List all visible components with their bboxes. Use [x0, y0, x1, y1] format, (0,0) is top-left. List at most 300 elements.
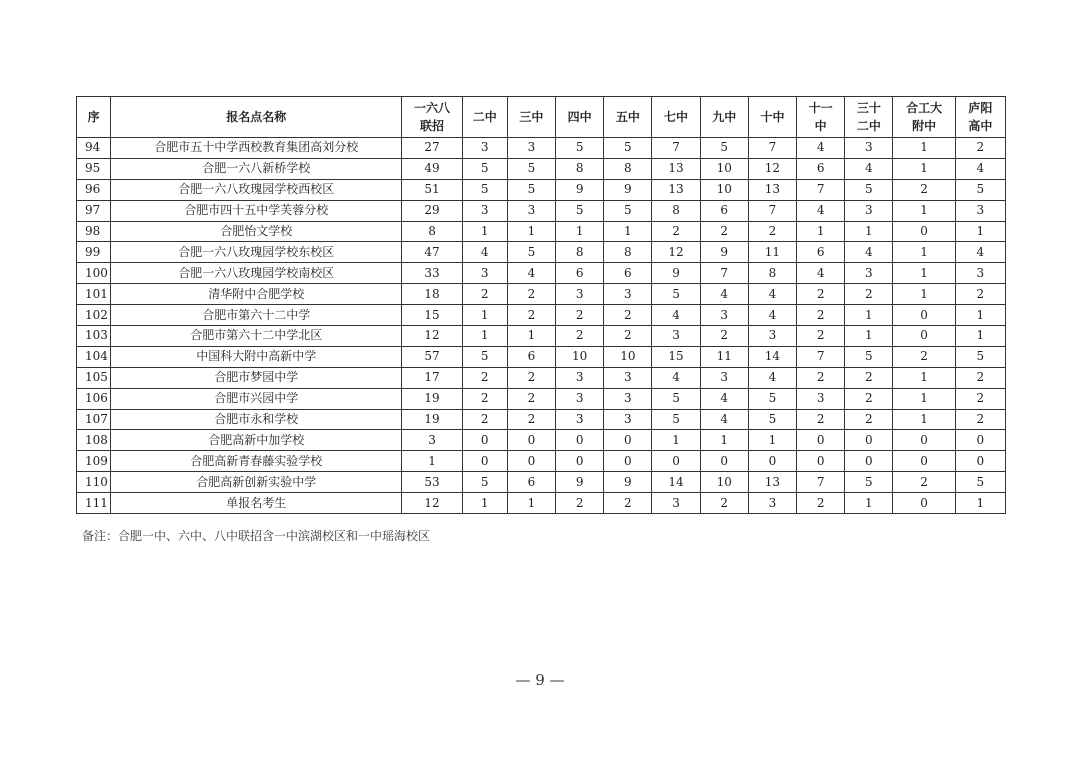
quota-cell: 6	[556, 263, 604, 284]
quota-cell: 2	[845, 409, 893, 430]
quota-cell: 3	[556, 388, 604, 409]
quota-cell: 53	[402, 472, 462, 493]
quota-cell: 4	[700, 409, 748, 430]
quota-cell: 2	[507, 367, 555, 388]
quota-cell: 4	[700, 284, 748, 305]
column-header	[700, 97, 748, 138]
column-header	[111, 97, 402, 138]
quota-cell: 51	[402, 179, 462, 200]
quota-cell: 5	[748, 409, 796, 430]
table-row	[77, 451, 1006, 472]
row-index-cell: 104	[77, 346, 111, 367]
school-name-cell: 合肥一六八新桥学校	[111, 158, 402, 179]
quota-cell: 1	[845, 305, 893, 326]
quota-cell: 1	[893, 158, 955, 179]
quota-cell: 8	[402, 221, 462, 242]
quota-cell: 0	[556, 430, 604, 451]
quota-cell: 5	[845, 346, 893, 367]
column-header-line: 九中	[712, 110, 737, 124]
quota-cell: 2	[700, 326, 748, 347]
table-row	[77, 346, 1006, 367]
quota-cell: 12	[402, 326, 462, 347]
quota-cell: 5	[462, 472, 507, 493]
quota-cell: 5	[507, 242, 555, 263]
quota-cell: 5	[507, 158, 555, 179]
quota-cell: 1	[845, 221, 893, 242]
enrollment-quota-table-wrapper	[76, 96, 1006, 514]
quota-cell: 0	[507, 430, 555, 451]
column-header	[604, 97, 652, 138]
quota-cell: 0	[955, 430, 1005, 451]
quota-cell: 8	[556, 242, 604, 263]
column-header	[748, 97, 796, 138]
quota-cell: 2	[955, 284, 1005, 305]
quota-cell: 3	[462, 263, 507, 284]
quota-cell: 4	[797, 138, 845, 159]
quota-cell: 8	[604, 158, 652, 179]
quota-cell: 2	[604, 305, 652, 326]
quota-cell: 5	[652, 409, 700, 430]
table-row	[77, 326, 1006, 347]
column-header	[955, 97, 1005, 138]
header-row	[77, 97, 1006, 138]
quota-cell: 5	[604, 138, 652, 159]
table-row	[77, 409, 1006, 430]
table-row	[77, 367, 1006, 388]
quota-cell: 3	[700, 367, 748, 388]
table-header	[77, 97, 1006, 138]
quota-cell: 3	[604, 388, 652, 409]
column-header-line: 七中	[664, 110, 689, 124]
quota-cell: 2	[652, 221, 700, 242]
quota-cell: 0	[845, 451, 893, 472]
footnote: 备注：合肥一中、六中、八中联招含一中滨湖校区和一中瑶海校区	[82, 529, 431, 543]
quota-cell: 3	[462, 200, 507, 221]
quota-cell: 2	[462, 388, 507, 409]
quota-cell: 0	[893, 493, 955, 514]
quota-cell: 0	[604, 451, 652, 472]
row-index-cell: 106	[77, 388, 111, 409]
quota-cell: 5	[462, 346, 507, 367]
quota-cell: 8	[748, 263, 796, 284]
quota-cell: 2	[955, 409, 1005, 430]
quota-cell: 3	[845, 200, 893, 221]
column-header	[77, 97, 111, 138]
school-name-cell: 合肥市永和学校	[111, 409, 402, 430]
quota-cell: 19	[402, 388, 462, 409]
quota-cell: 9	[556, 179, 604, 200]
quota-cell: 1	[893, 242, 955, 263]
quota-cell: 2	[893, 472, 955, 493]
quota-cell: 3	[797, 388, 845, 409]
quota-cell: 2	[604, 326, 652, 347]
quota-cell: 3	[700, 305, 748, 326]
column-header	[402, 97, 462, 138]
quota-cell: 1	[462, 493, 507, 514]
column-header-line: 十中	[760, 110, 785, 124]
column-header	[507, 97, 555, 138]
row-index-cell: 102	[77, 305, 111, 326]
table-row	[77, 493, 1006, 514]
quota-cell: 2	[797, 367, 845, 388]
quota-cell: 2	[797, 493, 845, 514]
quota-cell: 2	[700, 221, 748, 242]
column-header-line: 报名点名称	[226, 110, 287, 124]
table-row	[77, 179, 1006, 200]
quota-cell: 1	[845, 493, 893, 514]
quota-cell: 12	[748, 158, 796, 179]
quota-cell: 0	[652, 451, 700, 472]
quota-cell: 3	[556, 284, 604, 305]
quota-cell: 7	[748, 200, 796, 221]
quota-cell: 7	[652, 138, 700, 159]
quota-cell: 5	[556, 200, 604, 221]
quota-cell: 0	[845, 430, 893, 451]
quota-cell: 0	[797, 451, 845, 472]
quota-cell: 18	[402, 284, 462, 305]
quota-cell: 1	[402, 451, 462, 472]
quota-cell: 1	[845, 326, 893, 347]
school-name-cell: 合肥一六八玫瑰园学校南校区	[111, 263, 402, 284]
quota-cell: 14	[652, 472, 700, 493]
quota-cell: 11	[700, 346, 748, 367]
quota-cell: 1	[893, 200, 955, 221]
quota-cell: 0	[462, 430, 507, 451]
quota-cell: 2	[700, 493, 748, 514]
table-row	[77, 242, 1006, 263]
quota-cell: 1	[893, 284, 955, 305]
quota-cell: 15	[652, 346, 700, 367]
quota-cell: 5	[845, 472, 893, 493]
quota-cell: 1	[700, 430, 748, 451]
quota-cell: 2	[797, 326, 845, 347]
quota-cell: 1	[556, 221, 604, 242]
quota-cell: 2	[748, 221, 796, 242]
row-index-cell: 98	[77, 221, 111, 242]
quota-cell: 3	[604, 284, 652, 305]
quota-cell: 8	[652, 200, 700, 221]
quota-cell: 12	[652, 242, 700, 263]
quota-cell: 3	[507, 138, 555, 159]
quota-cell: 47	[402, 242, 462, 263]
quota-cell: 1	[507, 493, 555, 514]
school-name-cell: 合肥高新青春藤实验学校	[111, 451, 402, 472]
quota-cell: 12	[402, 493, 462, 514]
quota-cell: 2	[462, 409, 507, 430]
quota-cell: 2	[507, 409, 555, 430]
quota-cell: 33	[402, 263, 462, 284]
quota-cell: 5	[955, 346, 1005, 367]
column-header-line: 二中	[472, 110, 497, 124]
quota-cell: 14	[748, 346, 796, 367]
school-name-cell: 合肥市四十五中学芙蓉分校	[111, 200, 402, 221]
quota-cell: 29	[402, 200, 462, 221]
quota-cell: 0	[462, 451, 507, 472]
row-index-cell: 97	[77, 200, 111, 221]
school-name-cell: 合肥市兴园中学	[111, 388, 402, 409]
quota-cell: 4	[845, 242, 893, 263]
column-header-line: 附中	[912, 119, 937, 133]
quota-cell: 13	[748, 472, 796, 493]
quota-cell: 4	[845, 158, 893, 179]
quota-cell: 2	[893, 179, 955, 200]
quota-cell: 6	[507, 472, 555, 493]
quota-cell: 1	[652, 430, 700, 451]
enrollment-quota-table	[76, 96, 1006, 514]
column-header-line: 四中	[567, 110, 592, 124]
table-body	[77, 138, 1006, 514]
quota-cell: 8	[556, 158, 604, 179]
quota-cell: 5	[955, 472, 1005, 493]
column-header-line: 序	[87, 110, 100, 124]
quota-cell: 5	[748, 388, 796, 409]
school-name-cell: 合肥高新创新实验中学	[111, 472, 402, 493]
quota-cell: 4	[955, 242, 1005, 263]
quota-cell: 10	[700, 158, 748, 179]
quota-cell: 9	[556, 472, 604, 493]
row-index-cell: 99	[77, 242, 111, 263]
quota-cell: 2	[604, 493, 652, 514]
school-name-cell: 合肥市五十中学西校教育集团高刘分校	[111, 138, 402, 159]
quota-cell: 4	[652, 367, 700, 388]
quota-cell: 10	[556, 346, 604, 367]
row-index-cell: 100	[77, 263, 111, 284]
quota-cell: 13	[748, 179, 796, 200]
quota-cell: 2	[893, 346, 955, 367]
quota-cell: 2	[955, 388, 1005, 409]
row-index-cell: 111	[77, 493, 111, 514]
quota-cell: 7	[797, 346, 845, 367]
school-name-cell: 合肥市梦园中学	[111, 367, 402, 388]
table-row	[77, 430, 1006, 451]
quota-cell: 1	[507, 221, 555, 242]
table-row	[77, 158, 1006, 179]
quota-cell: 19	[402, 409, 462, 430]
quota-cell: 5	[462, 158, 507, 179]
quota-cell: 1	[604, 221, 652, 242]
quota-cell: 0	[556, 451, 604, 472]
quota-cell: 4	[748, 305, 796, 326]
quota-cell: 2	[556, 326, 604, 347]
quota-cell: 2	[507, 284, 555, 305]
quota-cell: 0	[893, 305, 955, 326]
column-header-line: 十一	[808, 101, 833, 115]
row-index-cell: 107	[77, 409, 111, 430]
quota-cell: 4	[797, 200, 845, 221]
quota-cell: 3	[462, 138, 507, 159]
school-name-cell: 合肥高新中加学校	[111, 430, 402, 451]
quota-cell: 2	[556, 305, 604, 326]
column-header-line: 五中	[615, 110, 640, 124]
column-header-line: 三十	[856, 101, 881, 115]
quota-cell: 1	[507, 326, 555, 347]
quota-cell: 6	[797, 242, 845, 263]
table-row	[77, 305, 1006, 326]
quota-cell: 0	[797, 430, 845, 451]
quota-cell: 2	[556, 493, 604, 514]
quota-cell: 3	[652, 326, 700, 347]
quota-cell: 0	[507, 451, 555, 472]
school-name-cell: 合肥一六八玫瑰园学校西校区	[111, 179, 402, 200]
quota-cell: 5	[462, 179, 507, 200]
quota-cell: 7	[797, 179, 845, 200]
quota-cell: 3	[556, 367, 604, 388]
column-header-line: 三中	[519, 110, 544, 124]
quota-cell: 6	[797, 158, 845, 179]
school-name-cell: 合肥怡文学校	[111, 221, 402, 242]
quota-cell: 6	[604, 263, 652, 284]
table-row	[77, 472, 1006, 493]
quota-cell: 6	[700, 200, 748, 221]
quota-cell: 5	[652, 388, 700, 409]
quota-cell: 57	[402, 346, 462, 367]
quota-cell: 5	[507, 179, 555, 200]
quota-cell: 0	[748, 451, 796, 472]
quota-cell: 3	[604, 367, 652, 388]
quota-cell: 2	[955, 138, 1005, 159]
quota-cell: 2	[462, 284, 507, 305]
table-row	[77, 200, 1006, 221]
column-header	[462, 97, 507, 138]
quota-cell: 1	[893, 367, 955, 388]
quota-cell: 1	[955, 493, 1005, 514]
quota-cell: 2	[845, 367, 893, 388]
quota-cell: 3	[955, 263, 1005, 284]
quota-cell: 0	[893, 326, 955, 347]
quota-cell: 5	[955, 179, 1005, 200]
row-index-cell: 110	[77, 472, 111, 493]
quota-cell: 4	[462, 242, 507, 263]
quota-cell: 2	[797, 409, 845, 430]
column-header	[556, 97, 604, 138]
table-row	[77, 388, 1006, 409]
school-name-cell: 清华附中合肥学校	[111, 284, 402, 305]
quota-cell: 0	[893, 430, 955, 451]
quota-cell: 4	[700, 388, 748, 409]
quota-cell: 3	[845, 138, 893, 159]
quota-cell: 2	[462, 367, 507, 388]
quota-cell: 3	[604, 409, 652, 430]
quota-cell: 3	[507, 200, 555, 221]
quota-cell: 1	[893, 388, 955, 409]
quota-cell: 9	[604, 472, 652, 493]
quota-cell: 9	[652, 263, 700, 284]
quota-cell: 1	[462, 305, 507, 326]
row-index-cell: 94	[77, 138, 111, 159]
quota-cell: 3	[748, 493, 796, 514]
quota-cell: 11	[748, 242, 796, 263]
quota-cell: 27	[402, 138, 462, 159]
column-header	[893, 97, 955, 138]
school-name-cell: 中国科大附中高新中学	[111, 346, 402, 367]
quota-cell: 1	[797, 221, 845, 242]
column-header-line: 合工大	[906, 101, 943, 115]
quota-cell: 0	[700, 451, 748, 472]
column-header	[797, 97, 845, 138]
school-name-cell: 单报名考生	[111, 493, 402, 514]
column-header-line: 中	[814, 119, 827, 133]
quota-cell: 1	[748, 430, 796, 451]
quota-cell: 0	[604, 430, 652, 451]
quota-cell: 1	[893, 138, 955, 159]
quota-cell: 7	[797, 472, 845, 493]
quota-cell: 2	[797, 284, 845, 305]
quota-cell: 1	[893, 409, 955, 430]
quota-cell: 4	[955, 158, 1005, 179]
page-number: — 9 —	[515, 671, 565, 689]
quota-cell: 6	[507, 346, 555, 367]
quota-cell: 3	[402, 430, 462, 451]
table-row	[77, 221, 1006, 242]
table-row	[77, 138, 1006, 159]
quota-cell: 7	[700, 263, 748, 284]
quota-cell: 4	[748, 367, 796, 388]
quota-cell: 0	[955, 451, 1005, 472]
column-header	[652, 97, 700, 138]
column-header-line: 联招	[420, 119, 445, 133]
row-index-cell: 95	[77, 158, 111, 179]
quota-cell: 3	[652, 493, 700, 514]
column-header-line: 二中	[856, 119, 881, 133]
quota-cell: 3	[955, 200, 1005, 221]
school-name-cell: 合肥市第六十二中学	[111, 305, 402, 326]
quota-cell: 2	[845, 284, 893, 305]
quota-cell: 1	[955, 305, 1005, 326]
column-header-line: 高中	[968, 119, 993, 133]
quota-cell: 1	[955, 221, 1005, 242]
quota-cell: 5	[604, 200, 652, 221]
quota-cell: 1	[893, 263, 955, 284]
quota-cell: 0	[893, 221, 955, 242]
column-header	[845, 97, 893, 138]
quota-cell: 2	[797, 305, 845, 326]
column-header-line: 一六八	[414, 101, 451, 115]
quota-cell: 4	[797, 263, 845, 284]
quota-cell: 2	[955, 367, 1005, 388]
quota-cell: 1	[955, 326, 1005, 347]
quota-cell: 7	[748, 138, 796, 159]
school-name-cell: 合肥市第六十二中学北区	[111, 326, 402, 347]
row-index-cell: 108	[77, 430, 111, 451]
quota-cell: 17	[402, 367, 462, 388]
row-index-cell: 109	[77, 451, 111, 472]
quota-cell: 2	[845, 388, 893, 409]
quota-cell: 10	[604, 346, 652, 367]
quota-cell: 5	[652, 284, 700, 305]
table-row	[77, 284, 1006, 305]
row-index-cell: 103	[77, 326, 111, 347]
quota-cell: 3	[556, 409, 604, 430]
table-row	[77, 263, 1006, 284]
quota-cell: 13	[652, 179, 700, 200]
quota-cell: 2	[507, 388, 555, 409]
quota-cell: 5	[556, 138, 604, 159]
quota-cell: 3	[845, 263, 893, 284]
quota-cell: 9	[604, 179, 652, 200]
quota-cell: 3	[748, 326, 796, 347]
quota-cell: 4	[748, 284, 796, 305]
quota-cell: 4	[652, 305, 700, 326]
quota-cell: 4	[507, 263, 555, 284]
school-name-cell: 合肥一六八玫瑰园学校东校区	[111, 242, 402, 263]
quota-cell: 9	[700, 242, 748, 263]
quota-cell: 10	[700, 472, 748, 493]
quota-cell: 49	[402, 158, 462, 179]
quota-cell: 0	[893, 451, 955, 472]
row-index-cell: 96	[77, 179, 111, 200]
row-index-cell: 101	[77, 284, 111, 305]
quota-cell: 2	[507, 305, 555, 326]
